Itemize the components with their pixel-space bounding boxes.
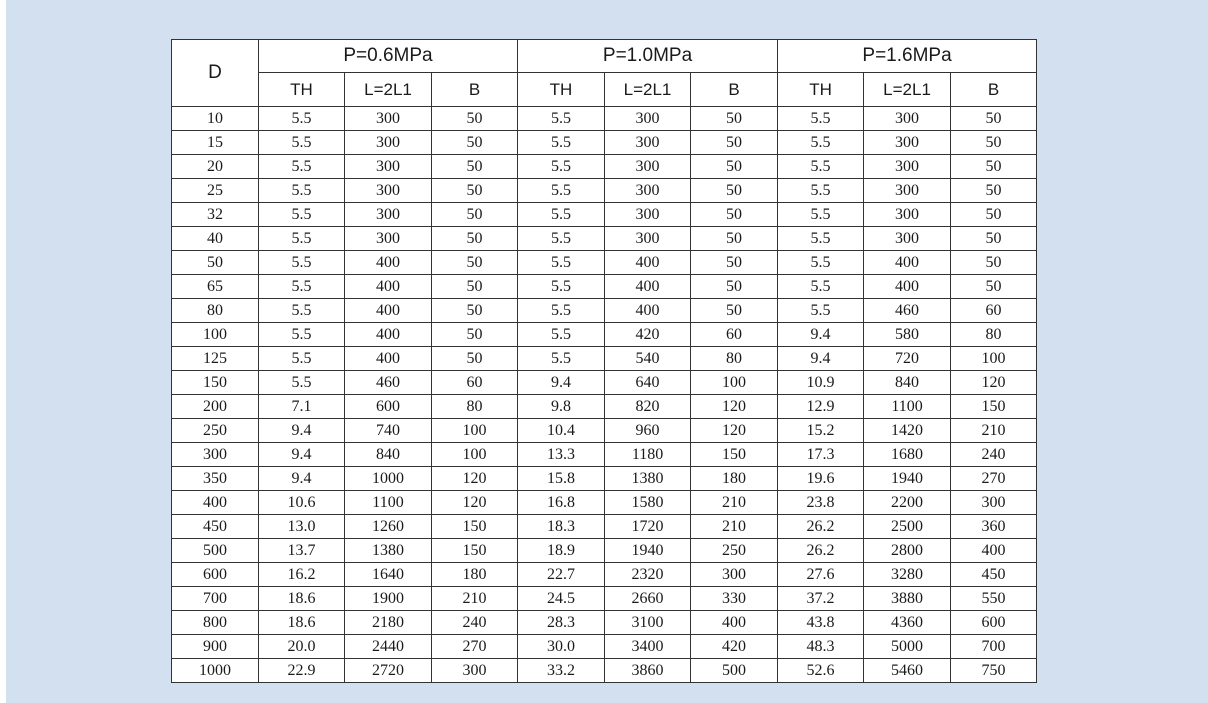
cell-th-1-0mpa: 18.3 [518,515,605,539]
cell-b-1-0mpa: 50 [691,203,778,227]
cell-th-0-6mpa: 5.5 [259,227,345,251]
cell-th-1-0mpa: 5.5 [518,251,605,275]
table-row [172,659,1037,683]
cell-length-1-6mpa: 2200 [864,491,951,515]
cell-th-1-6mpa: 26.2 [778,515,864,539]
cell-d: 200 [172,395,259,419]
cell-th-0-6mpa: 9.4 [259,443,345,467]
cell-th-1-0mpa: 5.5 [518,299,605,323]
cell-length-0-6mpa: 460 [345,371,432,395]
cell-b-1-0mpa: 420 [691,635,778,659]
cell-length-1-0mpa: 1380 [605,467,691,491]
cell-length-1-6mpa: 400 [864,251,951,275]
cell-th-1-0mpa: 9.4 [518,371,605,395]
header-th: TH [259,73,345,107]
cell-length-0-6mpa: 1380 [345,539,432,563]
cell-d: 100 [172,323,259,347]
cell-th-1-0mpa: 5.5 [518,107,605,131]
header-th: TH [778,73,864,107]
cell-th-1-6mpa: 19.6 [778,467,864,491]
header-group-1-0mpa: P=1.0MPa [518,40,778,73]
cell-b-1-6mpa: 400 [951,539,1037,563]
cell-d: 400 [172,491,259,515]
cell-b-0-6mpa: 50 [432,107,518,131]
cell-b-0-6mpa: 50 [432,323,518,347]
cell-length-1-6mpa: 1680 [864,443,951,467]
cell-length-0-6mpa: 400 [345,275,432,299]
cell-th-0-6mpa: 9.4 [259,419,345,443]
cell-d: 20 [172,155,259,179]
cell-th-1-6mpa: 23.8 [778,491,864,515]
cell-b-1-0mpa: 500 [691,659,778,683]
table-row [172,323,1037,347]
cell-th-1-6mpa: 48.3 [778,635,864,659]
cell-b-1-0mpa: 50 [691,107,778,131]
cell-b-1-6mpa: 50 [951,275,1037,299]
cell-length-1-6mpa: 300 [864,155,951,179]
cell-length-1-6mpa: 840 [864,371,951,395]
cell-th-0-6mpa: 22.9 [259,659,345,683]
cell-th-1-0mpa: 13.3 [518,443,605,467]
cell-th-1-0mpa: 15.8 [518,467,605,491]
cell-b-1-0mpa: 250 [691,539,778,563]
cell-length-0-6mpa: 400 [345,323,432,347]
dimension-table [171,39,1037,683]
cell-th-0-6mpa: 5.5 [259,275,345,299]
cell-length-1-0mpa: 1180 [605,443,691,467]
cell-b-0-6mpa: 50 [432,131,518,155]
cell-b-1-0mpa: 300 [691,563,778,587]
table-row [172,155,1037,179]
cell-b-1-6mpa: 50 [951,179,1037,203]
cell-d: 65 [172,275,259,299]
cell-th-1-6mpa: 5.5 [778,107,864,131]
table-row [172,203,1037,227]
cell-b-0-6mpa: 80 [432,395,518,419]
cell-th-0-6mpa: 5.5 [259,155,345,179]
cell-b-1-6mpa: 240 [951,443,1037,467]
cell-b-1-6mpa: 50 [951,227,1037,251]
cell-b-1-6mpa: 120 [951,371,1037,395]
cell-d: 900 [172,635,259,659]
table-row [172,539,1037,563]
cell-length-1-0mpa: 3860 [605,659,691,683]
cell-length-1-6mpa: 300 [864,107,951,131]
cell-b-1-6mpa: 600 [951,611,1037,635]
cell-b-0-6mpa: 120 [432,467,518,491]
table-row [172,275,1037,299]
cell-length-1-6mpa: 1100 [864,395,951,419]
cell-th-1-0mpa: 5.5 [518,131,605,155]
cell-th-1-6mpa: 52.6 [778,659,864,683]
cell-b-1-0mpa: 50 [691,179,778,203]
cell-length-1-0mpa: 420 [605,323,691,347]
cell-b-1-0mpa: 210 [691,491,778,515]
cell-d: 700 [172,587,259,611]
cell-b-1-0mpa: 150 [691,443,778,467]
cell-length-1-0mpa: 1720 [605,515,691,539]
cell-b-1-0mpa: 50 [691,131,778,155]
cell-length-1-0mpa: 540 [605,347,691,371]
cell-th-0-6mpa: 13.7 [259,539,345,563]
cell-th-0-6mpa: 10.6 [259,491,345,515]
table-row [172,587,1037,611]
table-row [172,419,1037,443]
cell-th-0-6mpa: 16.2 [259,563,345,587]
cell-th-0-6mpa: 18.6 [259,611,345,635]
cell-b-1-0mpa: 120 [691,395,778,419]
cell-b-1-6mpa: 550 [951,587,1037,611]
cell-b-1-0mpa: 60 [691,323,778,347]
cell-length-1-0mpa: 300 [605,179,691,203]
cell-length-1-6mpa: 580 [864,323,951,347]
cell-length-0-6mpa: 600 [345,395,432,419]
cell-b-0-6mpa: 50 [432,299,518,323]
cell-length-1-6mpa: 300 [864,227,951,251]
cell-th-0-6mpa: 5.5 [259,347,345,371]
cell-length-1-0mpa: 400 [605,275,691,299]
cell-th-1-0mpa: 10.4 [518,419,605,443]
cell-b-0-6mpa: 150 [432,515,518,539]
cell-b-0-6mpa: 50 [432,347,518,371]
cell-length-0-6mpa: 740 [345,419,432,443]
cell-b-1-6mpa: 50 [951,131,1037,155]
cell-b-1-0mpa: 50 [691,299,778,323]
cell-d: 125 [172,347,259,371]
cell-b-1-0mpa: 330 [691,587,778,611]
cell-length-1-6mpa: 400 [864,275,951,299]
cell-th-1-0mpa: 33.2 [518,659,605,683]
cell-length-1-0mpa: 820 [605,395,691,419]
table-row [172,347,1037,371]
cell-th-1-0mpa: 18.9 [518,539,605,563]
cell-th-1-6mpa: 10.9 [778,371,864,395]
table-row [172,179,1037,203]
cell-length-0-6mpa: 1640 [345,563,432,587]
table-row [172,467,1037,491]
header-b: B [951,73,1037,107]
cell-length-1-0mpa: 300 [605,107,691,131]
cell-length-1-6mpa: 1420 [864,419,951,443]
cell-length-1-6mpa: 300 [864,179,951,203]
table-row [172,491,1037,515]
cell-length-1-0mpa: 1580 [605,491,691,515]
table-row [172,563,1037,587]
cell-length-1-0mpa: 2320 [605,563,691,587]
cell-b-1-6mpa: 80 [951,323,1037,347]
cell-th-1-6mpa: 5.5 [778,227,864,251]
cell-d: 350 [172,467,259,491]
cell-d: 500 [172,539,259,563]
header-length: L=2L1 [345,73,432,107]
cell-th-1-6mpa: 5.5 [778,251,864,275]
cell-length-1-6mpa: 720 [864,347,951,371]
cell-b-1-6mpa: 150 [951,395,1037,419]
cell-th-0-6mpa: 20.0 [259,635,345,659]
cell-b-1-6mpa: 750 [951,659,1037,683]
cell-th-1-0mpa: 5.5 [518,275,605,299]
cell-th-1-0mpa: 22.7 [518,563,605,587]
cell-th-1-6mpa: 26.2 [778,539,864,563]
cell-length-0-6mpa: 300 [345,107,432,131]
cell-th-1-0mpa: 9.8 [518,395,605,419]
cell-th-1-0mpa: 24.5 [518,587,605,611]
cell-length-1-6mpa: 2800 [864,539,951,563]
cell-b-1-0mpa: 50 [691,275,778,299]
cell-d: 800 [172,611,259,635]
cell-length-0-6mpa: 300 [345,203,432,227]
cell-length-0-6mpa: 840 [345,443,432,467]
cell-th-1-6mpa: 5.5 [778,203,864,227]
cell-th-1-0mpa: 5.5 [518,227,605,251]
cell-length-1-0mpa: 3100 [605,611,691,635]
cell-length-1-6mpa: 460 [864,299,951,323]
cell-d: 15 [172,131,259,155]
cell-length-0-6mpa: 400 [345,251,432,275]
cell-length-1-0mpa: 640 [605,371,691,395]
cell-th-1-6mpa: 5.5 [778,155,864,179]
cell-length-1-0mpa: 300 [605,131,691,155]
cell-b-0-6mpa: 240 [432,611,518,635]
cell-th-1-6mpa: 5.5 [778,131,864,155]
cell-b-1-6mpa: 60 [951,299,1037,323]
cell-length-1-6mpa: 300 [864,131,951,155]
header-row-pressure [172,40,1037,73]
cell-th-0-6mpa: 5.5 [259,371,345,395]
cell-b-1-6mpa: 700 [951,635,1037,659]
header-group-0-6mpa: P=0.6MPa [259,40,518,73]
cell-b-1-0mpa: 50 [691,251,778,275]
cell-th-1-0mpa: 5.5 [518,323,605,347]
cell-length-0-6mpa: 2180 [345,611,432,635]
cell-b-1-0mpa: 50 [691,155,778,179]
header-b: B [432,73,518,107]
cell-b-0-6mpa: 180 [432,563,518,587]
cell-b-0-6mpa: 50 [432,275,518,299]
cell-th-0-6mpa: 5.5 [259,323,345,347]
table-row [172,251,1037,275]
table-row [172,299,1037,323]
cell-b-0-6mpa: 50 [432,155,518,179]
cell-th-1-6mpa: 15.2 [778,419,864,443]
cell-b-1-0mpa: 80 [691,347,778,371]
table-row [172,227,1037,251]
cell-length-0-6mpa: 300 [345,179,432,203]
cell-length-1-6mpa: 4360 [864,611,951,635]
cell-length-1-6mpa: 1940 [864,467,951,491]
cell-d: 32 [172,203,259,227]
cell-b-0-6mpa: 50 [432,179,518,203]
cell-b-0-6mpa: 100 [432,443,518,467]
cell-length-0-6mpa: 1260 [345,515,432,539]
cell-th-1-0mpa: 5.5 [518,155,605,179]
cell-b-0-6mpa: 150 [432,539,518,563]
cell-length-0-6mpa: 300 [345,227,432,251]
table-row [172,515,1037,539]
cell-d: 150 [172,371,259,395]
cell-th-0-6mpa: 7.1 [259,395,345,419]
table-row [172,443,1037,467]
header-row-columns [172,73,1037,107]
cell-b-1-0mpa: 120 [691,419,778,443]
cell-th-1-6mpa: 5.5 [778,275,864,299]
cell-length-0-6mpa: 1900 [345,587,432,611]
cell-th-1-6mpa: 37.2 [778,587,864,611]
cell-th-1-6mpa: 43.8 [778,611,864,635]
cell-length-1-6mpa: 5000 [864,635,951,659]
cell-th-1-0mpa: 5.5 [518,179,605,203]
cell-th-0-6mpa: 5.5 [259,299,345,323]
cell-b-1-0mpa: 180 [691,467,778,491]
cell-b-0-6mpa: 210 [432,587,518,611]
cell-th-1-0mpa: 30.0 [518,635,605,659]
cell-length-1-6mpa: 2500 [864,515,951,539]
cell-length-1-0mpa: 300 [605,227,691,251]
header-length: L=2L1 [605,73,691,107]
table-header [172,40,1037,107]
cell-length-0-6mpa: 2440 [345,635,432,659]
cell-th-0-6mpa: 5.5 [259,131,345,155]
cell-length-0-6mpa: 400 [345,347,432,371]
cell-d: 450 [172,515,259,539]
cell-th-0-6mpa: 18.6 [259,587,345,611]
cell-b-1-6mpa: 450 [951,563,1037,587]
cell-d: 10 [172,107,259,131]
cell-b-1-6mpa: 50 [951,203,1037,227]
table-row [172,131,1037,155]
cell-th-1-0mpa: 16.8 [518,491,605,515]
header-d: D [172,40,259,107]
table-row [172,107,1037,131]
cell-length-0-6mpa: 1000 [345,467,432,491]
header-length: L=2L1 [864,73,951,107]
cell-th-1-0mpa: 5.5 [518,347,605,371]
cell-length-1-0mpa: 300 [605,155,691,179]
cell-th-0-6mpa: 13.0 [259,515,345,539]
cell-b-0-6mpa: 270 [432,635,518,659]
cell-b-0-6mpa: 50 [432,203,518,227]
cell-th-0-6mpa: 5.5 [259,179,345,203]
cell-th-1-6mpa: 17.3 [778,443,864,467]
cell-th-1-6mpa: 5.5 [778,179,864,203]
cell-b-1-6mpa: 50 [951,155,1037,179]
header-b: B [691,73,778,107]
cell-th-1-6mpa: 9.4 [778,347,864,371]
cell-length-0-6mpa: 1100 [345,491,432,515]
cell-d: 25 [172,179,259,203]
cell-d: 600 [172,563,259,587]
cell-length-1-0mpa: 400 [605,299,691,323]
table-body [172,107,1037,683]
cell-length-1-6mpa: 3880 [864,587,951,611]
cell-length-1-0mpa: 2660 [605,587,691,611]
table-row [172,371,1037,395]
cell-th-1-0mpa: 5.5 [518,203,605,227]
cell-b-1-0mpa: 100 [691,371,778,395]
cell-th-1-6mpa: 5.5 [778,299,864,323]
cell-d: 80 [172,299,259,323]
cell-th-1-6mpa: 9.4 [778,323,864,347]
cell-b-0-6mpa: 120 [432,491,518,515]
cell-d: 40 [172,227,259,251]
cell-b-0-6mpa: 50 [432,251,518,275]
cell-length-1-6mpa: 5460 [864,659,951,683]
cell-th-0-6mpa: 9.4 [259,467,345,491]
table-row [172,395,1037,419]
cell-d: 50 [172,251,259,275]
cell-length-1-0mpa: 1940 [605,539,691,563]
cell-length-1-0mpa: 300 [605,203,691,227]
cell-b-1-6mpa: 300 [951,491,1037,515]
cell-length-1-6mpa: 300 [864,203,951,227]
cell-length-0-6mpa: 400 [345,299,432,323]
cell-b-0-6mpa: 300 [432,659,518,683]
header-group-1-6mpa: P=1.6MPa [778,40,1037,73]
header-th: TH [518,73,605,107]
cell-length-1-0mpa: 3400 [605,635,691,659]
cell-length-1-6mpa: 3280 [864,563,951,587]
table-row [172,635,1037,659]
cell-th-0-6mpa: 5.5 [259,251,345,275]
cell-b-1-0mpa: 210 [691,515,778,539]
cell-th-1-6mpa: 27.6 [778,563,864,587]
cell-d: 300 [172,443,259,467]
cell-b-1-6mpa: 50 [951,107,1037,131]
cell-d: 1000 [172,659,259,683]
cell-length-0-6mpa: 300 [345,131,432,155]
cell-b-1-0mpa: 400 [691,611,778,635]
cell-b-0-6mpa: 50 [432,227,518,251]
cell-th-1-0mpa: 28.3 [518,611,605,635]
table-row [172,611,1037,635]
cell-b-1-6mpa: 100 [951,347,1037,371]
cell-th-0-6mpa: 5.5 [259,203,345,227]
cell-b-1-6mpa: 50 [951,251,1037,275]
cell-th-0-6mpa: 5.5 [259,107,345,131]
cell-length-1-0mpa: 400 [605,251,691,275]
cell-length-0-6mpa: 300 [345,155,432,179]
cell-b-0-6mpa: 60 [432,371,518,395]
cell-b-0-6mpa: 100 [432,419,518,443]
cell-b-1-6mpa: 270 [951,467,1037,491]
cell-length-0-6mpa: 2720 [345,659,432,683]
cell-b-1-6mpa: 210 [951,419,1037,443]
cell-b-1-0mpa: 50 [691,227,778,251]
cell-b-1-6mpa: 360 [951,515,1037,539]
cell-th-1-6mpa: 12.9 [778,395,864,419]
cell-length-1-0mpa: 960 [605,419,691,443]
cell-d: 250 [172,419,259,443]
